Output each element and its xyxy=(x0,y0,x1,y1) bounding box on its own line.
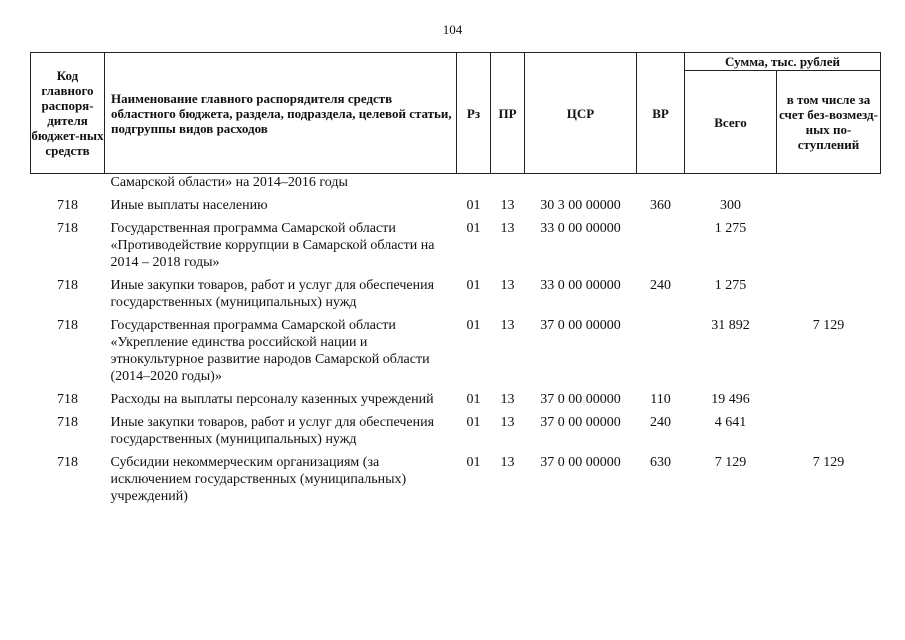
cell-code: 718 xyxy=(57,221,78,236)
table-row xyxy=(31,220,881,277)
cell-pr: 13 xyxy=(500,455,515,470)
cell-vr: 240 xyxy=(650,415,671,430)
table-row xyxy=(31,454,881,511)
cell-grants xyxy=(777,220,881,277)
cell-csr: 37 0 00 00000 xyxy=(540,455,621,470)
header-sum: Сумма, тыс. рублей xyxy=(685,53,881,71)
header-code: Код главного распоря-дителя бюджет-ных средств xyxy=(31,53,105,174)
cell-rz: 01 xyxy=(466,221,481,236)
cell-rz: 01 xyxy=(466,278,481,293)
cell-pr: 13 xyxy=(500,198,515,213)
cell-rz: 01 xyxy=(466,318,481,333)
cell-grants xyxy=(777,391,881,414)
cell-vr: 360 xyxy=(650,198,671,213)
header-rz: Рз xyxy=(457,53,491,174)
cell-total: 1 275 xyxy=(714,278,747,293)
cell-csr: 30 3 00 00000 xyxy=(540,198,621,213)
cell-csr: 33 0 00 00000 xyxy=(540,221,621,236)
cell-vr xyxy=(637,317,685,391)
header-pr: ПР xyxy=(491,53,525,174)
cell-code: 718 xyxy=(57,415,78,430)
cell-vr: 110 xyxy=(650,392,671,407)
cell-csr: 37 0 00 00000 xyxy=(540,318,621,333)
cell-pr: 13 xyxy=(500,392,515,407)
cell-name: Иные выплаты населению xyxy=(110,198,268,213)
cell-code: 718 xyxy=(57,455,78,470)
cell-pr: 13 xyxy=(500,318,515,333)
cell-vr: 630 xyxy=(650,455,671,470)
cell-pr: 13 xyxy=(500,415,515,430)
cell-total: 7 129 xyxy=(714,455,747,470)
cell-grants xyxy=(777,277,881,317)
cell-rz: 01 xyxy=(466,392,481,407)
cell-code: 718 xyxy=(57,392,78,407)
cell-rz: 01 xyxy=(466,415,481,430)
cell-name: Субсидии некоммерческим организациям (за исключением государственных (муниципальных) учреждений) xyxy=(110,455,407,504)
cell-name: Иные закупки товаров, работ и услуг для обеспечения государственных (муниципальных) нужд xyxy=(110,415,435,447)
header-total: Всего xyxy=(685,71,777,174)
continuation-row xyxy=(31,174,881,196)
cell-grants: 7 129 xyxy=(812,455,845,470)
cell-name: Иные закупки товаров, работ и услуг для обеспечения государственных (муниципальных) нужд xyxy=(110,278,435,310)
cell-grants xyxy=(777,414,881,454)
table-row xyxy=(31,195,881,220)
cell-code: 718 xyxy=(57,318,78,333)
budget-table xyxy=(30,52,881,511)
cell-total: 300 xyxy=(720,198,741,213)
cell-total: 4 641 xyxy=(714,415,747,430)
cell-name: Государственная программа Самарской области «Противодействие коррупции в Самарской области на 2014 – 2018 годы» xyxy=(110,221,435,270)
cell-code: 718 xyxy=(57,278,78,293)
header-grants: в том числе за счет без-возмезд-ных по-ступлений xyxy=(777,71,881,174)
header-csr: ЦСР xyxy=(525,53,637,174)
cell-total: 31 892 xyxy=(711,318,750,333)
cell-name: Государственная программа Самарской области «Укрепление единства российской нации и этнокультурное развитие народов Самарской области (2014–2020 годы)» xyxy=(110,318,430,384)
cell-total: 19 496 xyxy=(711,392,750,407)
cell-csr: 33 0 00 00000 xyxy=(540,278,621,293)
cell-rz: 01 xyxy=(466,455,481,470)
table-row xyxy=(31,414,881,454)
cell-csr: 37 0 00 00000 xyxy=(540,415,621,430)
cell-name: Расходы на выплаты персоналу казенных учреждений xyxy=(110,392,434,407)
cell-csr: 37 0 00 00000 xyxy=(540,392,621,407)
page-number: 104 xyxy=(442,22,463,37)
cell-code: 718 xyxy=(57,198,78,213)
table-row xyxy=(31,317,881,391)
header-vr: ВР xyxy=(637,53,685,174)
cell-rz: 01 xyxy=(466,198,481,213)
cell-pr: 13 xyxy=(500,221,515,236)
cell-grants xyxy=(777,195,881,220)
cell-total: 1 275 xyxy=(714,221,747,236)
cell-vr: 240 xyxy=(650,278,671,293)
cell-pr: 13 xyxy=(500,278,515,293)
continuation-text: Самарской области» на 2014–2016 годы xyxy=(110,175,348,190)
header-name: Наименование главного распорядителя средств областного бюджета, раздела, подраздела, целевой статьи, подгруппы видов расходов xyxy=(105,53,457,174)
cell-grants: 7 129 xyxy=(812,318,845,333)
table-row xyxy=(31,391,881,414)
table-row xyxy=(31,277,881,317)
cell-vr xyxy=(637,220,685,277)
